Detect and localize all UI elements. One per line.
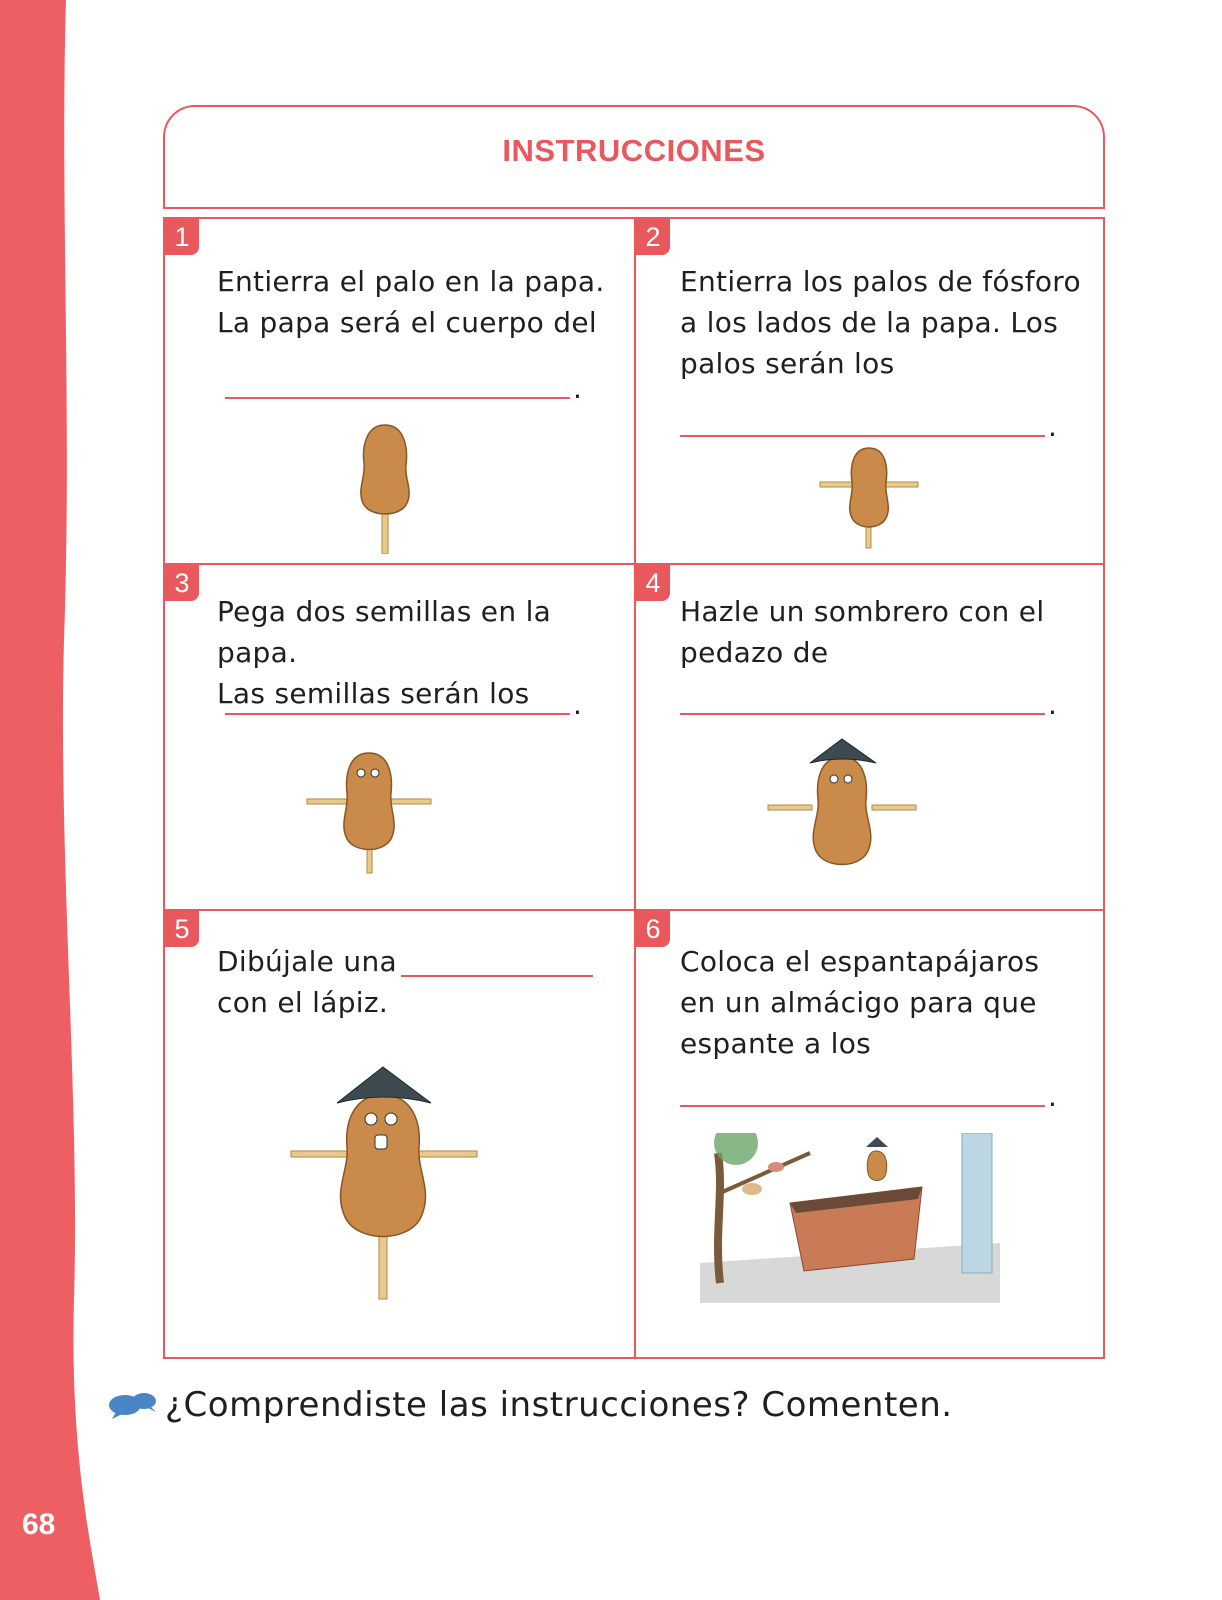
page-number: 68 [22,1508,56,1541]
scarecrow-face-illustration [287,1061,483,1301]
answer-blank[interactable] [225,397,570,399]
potato-on-stick-illustration [350,419,420,554]
side-band [0,0,110,1600]
instructions-grid [163,217,1105,1359]
step-number: 3 [165,565,199,601]
potato-with-arms-illustration [814,444,924,549]
step-number: 2 [636,219,670,255]
potato-with-eyes-illustration [303,745,435,875]
step-period: . [1048,688,1057,721]
step-2 [636,219,1105,563]
step-number: 4 [636,565,670,601]
step-number: 5 [165,911,199,947]
step-period: . [573,688,582,721]
answer-blank[interactable] [401,975,593,977]
instructions-header [163,105,1105,209]
speech-bubbles-icon [108,1390,158,1420]
step-period: . [1048,410,1057,443]
step-number: 1 [165,219,199,255]
step-4 [636,565,1105,909]
step-text: Pega dos semillas en la papa. Las semillas serán los [217,595,552,710]
step-text: Entierra los palos de fósforo a los lados de la papa. Los palos serán los [680,265,1081,380]
discussion-question: ¿Comprendiste las instrucciones? Comenten. [165,1385,953,1425]
answer-blank[interactable] [680,713,1045,715]
step-5 [165,911,634,1357]
step-1 [165,219,634,563]
step-text: Coloca el espantapájaros en un almácigo para que espante a los [680,945,1040,1060]
step-period: . [573,372,582,405]
potato-with-hat-illustration [764,735,924,875]
planter-scene-illustration [700,1133,1000,1303]
answer-blank[interactable] [225,713,570,715]
step-3 [165,565,634,909]
step-text: Dibújale una con el lápiz. [217,945,397,1019]
step-period: . [1048,1080,1057,1113]
page-title: INSTRUCCIONES [502,133,766,168]
answer-blank[interactable] [680,435,1045,437]
step-6 [636,911,1105,1357]
step-number: 6 [636,911,670,947]
answer-blank[interactable] [680,1105,1045,1107]
step-text: Entierra el palo en la papa. La papa será el cuerpo del [217,265,605,339]
step-text: Hazle un sombrero con el pedazo de [680,595,1045,669]
